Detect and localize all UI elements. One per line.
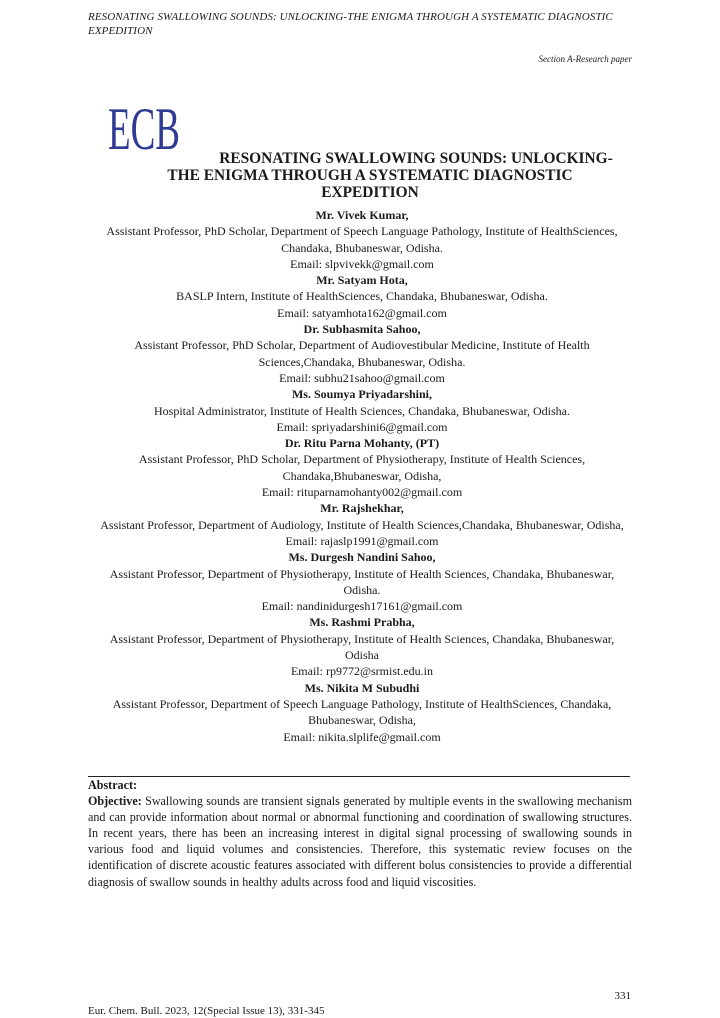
author-name: Mr. Rajshekhar, xyxy=(320,501,404,516)
author-list xyxy=(88,207,636,745)
title-line-1: RESONATING SWALLOWING SOUNDS: UNLOCKING- xyxy=(219,150,613,167)
author-affiliation: BASLP Intern, Institute of HealthSciences, Chandaka, Bhubaneswar, Odisha. xyxy=(176,289,548,304)
title-line-3: EXPEDITION xyxy=(321,184,419,201)
author-email: Email: slpvivekk@gmail.com xyxy=(290,256,434,271)
author-name: Mr. Vivek Kumar, xyxy=(315,208,409,222)
objective-text: Swallowing sounds are transient signals generated by multiple events in the swallowing mechanism and can provide information about normal or abnormal functioning and coordination of swallowing structures. In recent years, there has been an increasing interest in digital signal processing of swallowing sounds in various food and liquid volumes and consistencies. Therefore, this systematic review focuses on the identification of discrete acoustic features associated with different bolus consistencies to provide a differential diagnosis of swallow sounds in healthy adults across food and liquid viscosities. xyxy=(88,794,632,889)
author-email: Email: subhu21sahoo@gmail.com xyxy=(279,370,445,385)
author-block xyxy=(88,680,636,745)
author-block xyxy=(88,435,636,500)
author-affiliation: Assistant Professor, Department of Audiology, Institute of Health Sciences,Chandaka, Bhubaneswar, Odisha, xyxy=(100,517,624,532)
abstract-objective xyxy=(88,793,632,890)
author-affiliation: Assistant Professor, Department of Speech Language Pathology, Institute of HealthSciences, Chandaka, Bhubaneswar, Odisha, xyxy=(112,696,612,728)
section-label: Section A-Research paper xyxy=(538,54,632,64)
author-name: Ms. Rashmi Prabha, xyxy=(309,615,415,630)
author-name: Dr. Ritu Parna Mohanty, (PT) xyxy=(284,436,440,451)
abstract-heading: Abstract: xyxy=(88,778,138,792)
author-email: Email: satyamhota162@gmail.com xyxy=(277,305,447,320)
author-affiliation: Assistant Professor, PhD Scholar, Department of Physiotherapy, Institute of Health Sciences, Chandaka,Bhubaneswar, Odisha, xyxy=(138,452,586,483)
abstract-section xyxy=(88,777,632,890)
author-name: Mr. Satyam Hota, xyxy=(316,273,408,288)
author-email: Email: nikita.slplife@gmail.com xyxy=(283,729,441,744)
author-email: Email: rituparnamohanty002@gmail.com xyxy=(261,485,463,500)
title-line-2: THE ENIGMA THROUGH A SYSTEMATIC DIAGNOSTIC xyxy=(167,167,573,184)
author-block xyxy=(88,500,636,549)
objective-label: Objective: xyxy=(88,794,142,809)
author-affiliation: Assistant Professor, PhD Scholar, Department of Audiovestibular Medicine, Institute of Health Sciences,Chandaka, Bhubaneswar, Odisha. xyxy=(134,338,590,369)
author-affiliation: Assistant Professor, PhD Scholar, Department of Speech Language Pathology, Institute of HealthSciences, Chandaka, Bhubaneswar, Odisha. xyxy=(106,224,618,255)
author-block xyxy=(88,549,636,614)
author-email: Email: nandinidurgesh17161@gmail.com xyxy=(261,599,463,614)
paper-title xyxy=(100,150,640,201)
footer-citation: Eur. Chem. Bull. 2023, 12(Special Issue 13), 331-345 xyxy=(88,1005,325,1017)
author-block xyxy=(88,386,636,435)
author-name: Ms. Soumya Priyadarshini, xyxy=(291,387,432,402)
author-email: Email: rp9772@srmist.edu.in xyxy=(290,664,434,679)
author-block xyxy=(88,614,636,679)
running-head: RESONATING SWALLOWING SOUNDS: UNLOCKING-THE ENIGMA THROUGH A SYSTEMATIC DIAGNOSTIC EXPEDITION xyxy=(88,11,613,37)
page-number: 331 xyxy=(614,990,631,1002)
author-affiliation: Assistant Professor, Department of Physiotherapy, Institute of Health Sciences, Chandaka, Bhubaneswar, Odisha. xyxy=(109,566,615,597)
author-affiliation: Assistant Professor, Department of Physiotherapy, Institute of Health Sciences, Chandaka, Bhubaneswar, Odisha xyxy=(109,631,615,663)
author-name: Ms. Durgesh Nandini Sahoo, xyxy=(288,550,436,565)
journal-logo-text: ECB xyxy=(108,96,180,162)
author-block xyxy=(88,272,636,321)
author-block xyxy=(88,321,636,386)
author-affiliation: Hospital Administrator, Institute of Health Sciences, Chandaka, Bhubaneswar, Odisha. xyxy=(154,403,570,418)
author-email: Email: spriyadarshini6@gmail.com xyxy=(276,419,448,434)
author-name: Ms. Nikita M Subudhi xyxy=(304,680,420,695)
author-name: Dr. Subhasmita Sahoo, xyxy=(303,322,421,337)
author-block xyxy=(88,207,636,272)
author-email: Email: rajaslp1991@gmail.com xyxy=(285,533,439,548)
